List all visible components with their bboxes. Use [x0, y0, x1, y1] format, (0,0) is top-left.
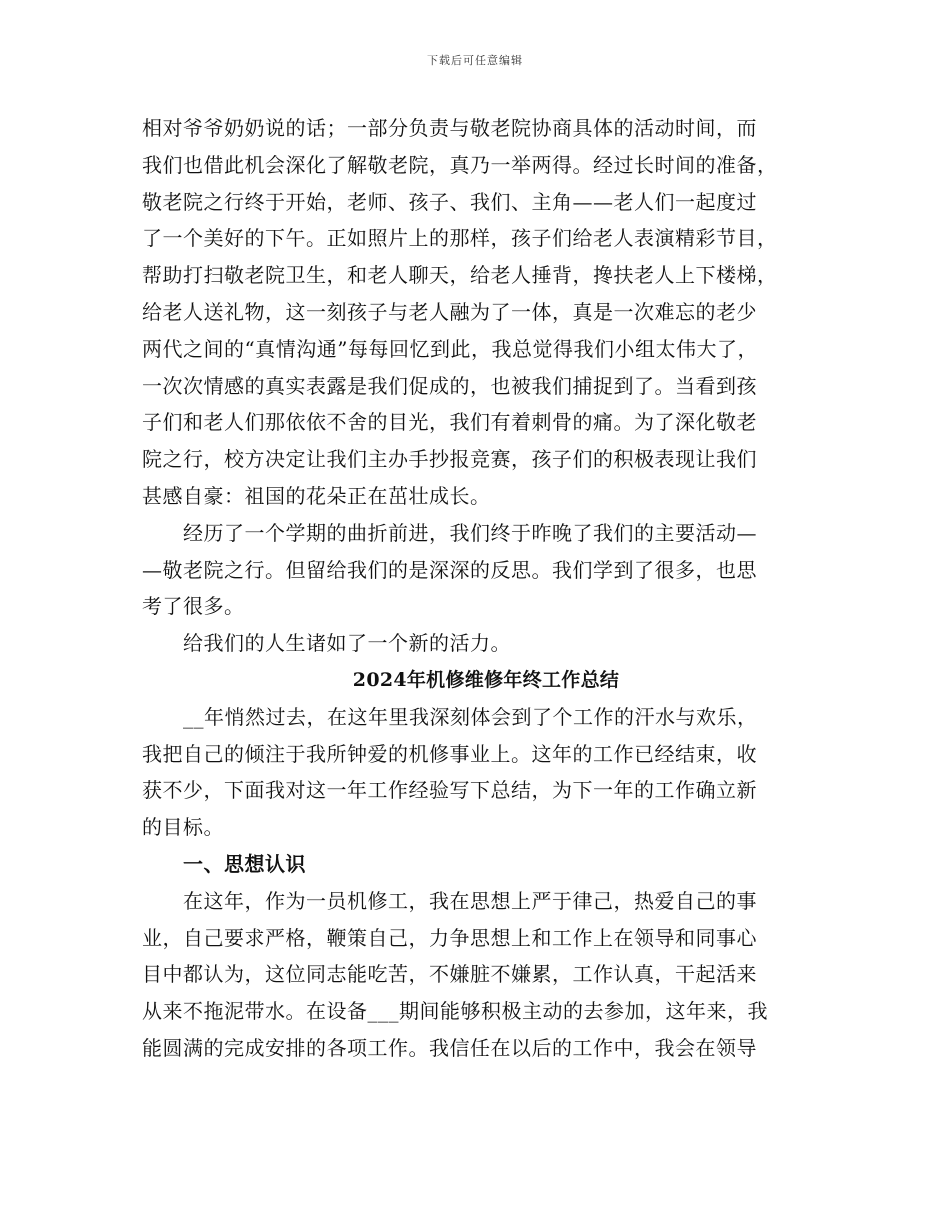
document-body	[142, 110, 822, 1067]
paragraph-line: 在这年，作为一员机修工，我在思想上严于律己，热爱自己的事	[142, 888, 757, 913]
paragraph-line: 两代之间的“真情沟通”每每回忆到此，我总觉得我们小组太伟大了，	[142, 336, 758, 361]
section-heading: 一、思想认识	[142, 851, 306, 876]
paragraph-line: 一次次情感的真实表露是我们促成的，也被我们捕捉到了。当看到孩	[142, 373, 757, 398]
paragraph-line: 院之行，校方决定让我们主办手抄报竞赛，孩子们的积极表现让我们	[142, 447, 757, 472]
paragraph-line: —敬老院之行。但留给我们的是深深的反思。我们学到了很多，也思	[142, 557, 757, 582]
paragraph-line: 考了很多。	[142, 594, 245, 619]
paragraph-line: 业，自己要求严格，鞭策自己，力争思想上和工作上在领导和同事心	[142, 925, 757, 950]
paragraph-line: 能圆满的完成安排的各项工作。我信任在以后的工作中，我会在领导	[142, 1035, 757, 1060]
paragraph-line: 目中都认为，这位同志能吃苦，不嫌脏不嫌累，工作认真，干起活来	[142, 962, 757, 987]
paragraph-line: 敬老院之行终于开始，老师、孩子、我们、主角——老人们一起度过	[142, 189, 757, 214]
paragraph-line: 我们也借此机会深化了解敬老院，真乃一举两得。经过长时间的准备，	[142, 152, 778, 177]
paragraph-line: 经历了一个学期的曲折前进，我们终于昨晚了我们的主要活动—	[142, 520, 757, 545]
paragraph-line: 了一个美好的下午。正如照片上的那样，孩子们给老人表演精彩节目，	[142, 226, 778, 251]
paragraph-line: 的目标。	[142, 815, 224, 840]
paragraph-line: __年悄然过去，在这年里我深刻体会到了个工作的汗水与欢乐，	[142, 704, 758, 729]
paragraph-line: 从来不拖泥带水。在设备___期间能够积极主动的去参加，这年来，我	[142, 999, 768, 1024]
paragraph-line: 子们和老人们那依依不舍的目光，我们有着刺骨的痛。为了深化敬老	[142, 410, 757, 435]
paragraph-line: 给我们的人生诸如了一个新的活力。	[142, 631, 511, 656]
paragraph-line: 我把自己的倾注于我所钟爱的机修事业上。这年的工作已经结束，收	[142, 741, 757, 766]
document-title: 2024年机修维修年终工作总结	[352, 668, 620, 691]
paragraph-line: 甚感自豪：祖国的花朵正在茁壮成长。	[142, 483, 491, 508]
paragraph-line: 相对爷爷奶奶说的话；一部分负责与敬老院协商具体的活动时间，而	[142, 116, 757, 140]
paragraph-line: 获不少，下面我对这一年工作经验写下总结，为下一年的工作确立新	[142, 778, 757, 803]
paragraph-line: 给老人送礼物，这一刻孩子与老人融为了一体，真是一次难忘的老少	[142, 299, 757, 324]
page-header-note: 下载后可任意编辑	[427, 54, 523, 67]
paragraph-line: 帮助打扫敬老院卫生，和老人聊天，给老人捶背，搀扶老人上下楼梯，	[142, 263, 778, 288]
